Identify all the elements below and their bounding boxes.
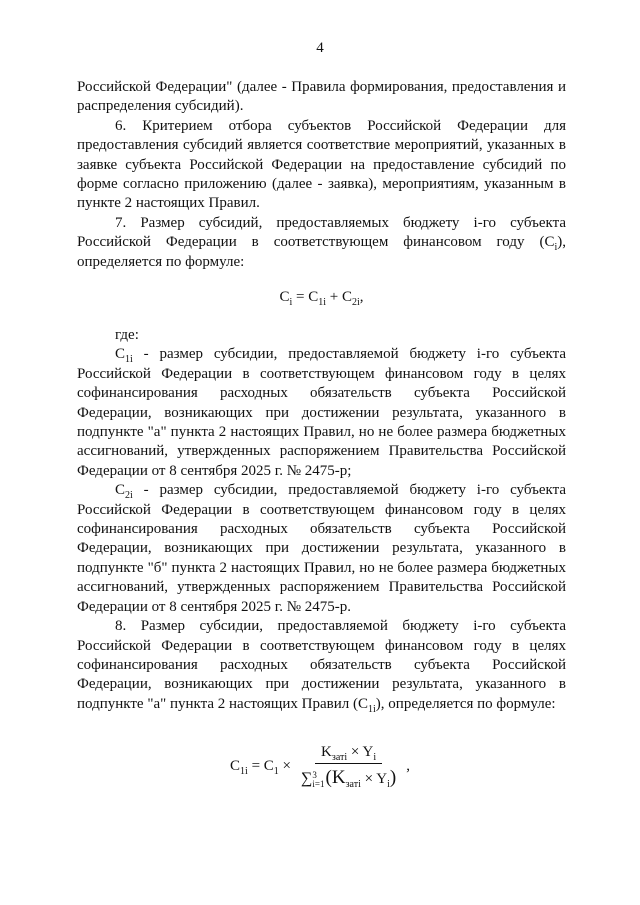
- where-label: где:: [115, 327, 139, 343]
- sum-symbol: ∑: [301, 770, 313, 787]
- fraction: [297, 744, 400, 789]
- formula-1: $C_i = C_{1i} + C_{2i}$,: [279, 289, 364, 308]
- fraction-denominator: ∑ 3 i=1 $(K_{затi} \times Y_i)$: [301, 767, 397, 790]
- document-body: [77, 78, 566, 272]
- paragraph-6: 6. Критерием отбора субъектов Российской Федерации для предоставления субсидий является соответствие мероприятий, указанных в заявке субъекта Российской Федерации на предоставление субсидий по форме согласно приложению (далее - заявка), мероприятиям, указанным в пункте 2 настоящих Правил.: [77, 117, 566, 212]
- page-number: 4: [316, 40, 324, 56]
- definition-c2i: $C_{2i}$ - размер субсидии, предоставляемой бюджету i-го субъекта Российской Федерации в соответствующем финансовом году в целях софинансирования расходных обязательств субъекта Российской Федерации, возникающих при достижении результата, указанного в подпункте "б" пункта 2 настоящих Правил, но не более размера бюджетных ассигнований, утвержденных распоряжением Правительства Российской Федерации от 8 сентября 2025 г. № 2475-р.: [77, 482, 566, 615]
- paragraph-7: 7. Размер субсидий, предоставляемых бюджету i-го субъекта Российской Федерации в соответствующем финансовом году $(C_i)$, определяется по формуле:: [77, 214, 566, 270]
- definitions-block: [77, 326, 566, 714]
- definition-c1i: $C_{1i}$ - размер субсидии, предоставляемой бюджету i-го субъекта Российской Федерации в соответствующем финансовом году в целях софинансирования расходных обязательств субъекта Российской Федерации, возникающих при достижении результата, указанного в подпункте "а" пункта 2 настоящих Правил, но не более размера бюджетных ассигнований, утвержденных распоряжением Правительства Российской Федерации от 8 сентября 2025 г. № 2475-р;: [77, 346, 566, 479]
- formula-2: $C_{1i} = C_1$ × $K_{затi} \times Y_i$ ∑ 3 i=1 $(K_{затi} \times Y_i)$ ,: [230, 744, 410, 790]
- fraction-numerator: $K_{затi} \times Y_i$: [315, 744, 382, 764]
- paragraph-intro: Российской Федерации" (далее - Правила формирования, предоставления и распределения субсидий).: [77, 79, 566, 115]
- paragraph-8: 8. Размер субсидии, предоставляемой бюджету i-го субъекта Российской Федерации в соответствующем финансовом году в целях софинансирования расходных обязательств субъекта Российской Федерации, возникающих при достижении результата, указанного в подпункте "а" пункта 2 настоящих Правил $(C_{1i})$, определяется по формуле:: [77, 618, 566, 715]
